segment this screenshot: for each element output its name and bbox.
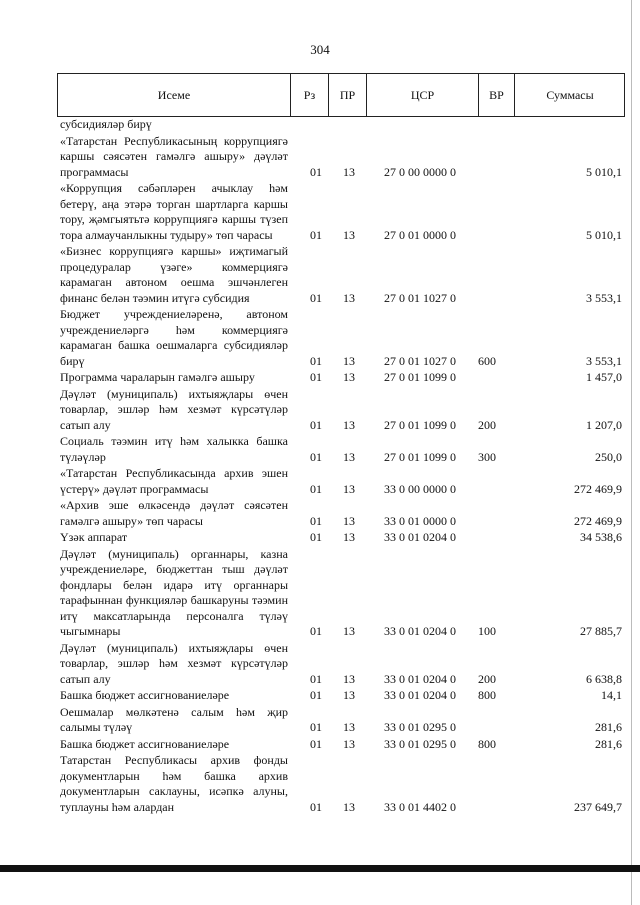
row-pr: 13 — [343, 513, 355, 528]
header-csr: ЦСР — [410, 88, 435, 102]
row-name: Дәүләт (муниципаль) органнары, казна учреждениеләре, бюджеттан тыш дәүләт фондлары белән идарә итү органнары тарафыннан функцияләр башкаруны тәэмин итү максатларында персоналга түләү чыгымнары — [60, 546, 288, 638]
row-csr: 33 0 01 0000 0 — [384, 513, 456, 528]
row-csr: 27 0 01 1027 0 — [384, 353, 456, 368]
row-pr: 13 — [343, 671, 355, 686]
header-rz: Рз — [303, 88, 316, 102]
row-rz: 01 — [310, 227, 322, 242]
row-csr: 33 0 01 0204 0 — [384, 624, 456, 638]
row-csr: 33 0 01 4402 0 — [384, 799, 456, 814]
row-sum: 1 207,0 — [586, 417, 622, 432]
table-row — [57, 134, 625, 181]
header-sum: Суммасы — [546, 88, 594, 102]
row-rz: 01 — [310, 799, 322, 814]
row-vr: 800 — [478, 688, 496, 702]
row-name: Оешмалар мөлкәтенә салым һәм җир салымы түләү — [60, 704, 288, 734]
row-name: «Татарстан Республикасының коррупциягә каршы сәясәтен гамәлгә ашыру» дәүләт программасы — [60, 133, 288, 179]
row-sum: 250,0 — [595, 449, 622, 464]
row-sum: 272 469,9 — [574, 481, 622, 496]
row-rz: 01 — [310, 449, 322, 464]
row-name: Татарстан Республикасы архив фонды документларын һәм башка архив документларын саклауны, исәпкә алуны, туплауны һәм алардан — [60, 753, 288, 814]
row-rz: 01 — [310, 688, 322, 702]
row-name: Башка бюджет ассигнованиеләре — [60, 736, 230, 751]
row-sum: 5 010,1 — [586, 227, 622, 242]
row-csr: 27 0 01 1027 0 — [384, 290, 456, 305]
row-pr: 13 — [343, 370, 355, 384]
row-csr: 27 0 01 1099 0 — [384, 370, 456, 384]
row-name: Социаль тәэмин итү һәм халыкка башка түләүләр — [60, 434, 288, 464]
page-edge-line — [631, 0, 632, 905]
page-number: 304 — [310, 42, 330, 57]
row-pr: 13 — [343, 720, 355, 734]
budget-table — [57, 73, 625, 816]
table-row — [57, 688, 625, 704]
table-header — [57, 73, 625, 117]
row-rz: 01 — [310, 671, 322, 686]
table-row — [57, 434, 625, 465]
row-csr: 33 0 01 0204 0 — [384, 671, 456, 686]
table-row — [57, 705, 625, 736]
row-pr: 13 — [343, 227, 355, 242]
row-pr: 13 — [343, 164, 355, 179]
row-rz: 01 — [310, 720, 322, 734]
row-vr: 200 — [478, 417, 496, 432]
row-sum: 14,1 — [601, 688, 622, 702]
table-row — [57, 737, 625, 753]
table-row — [57, 117, 625, 133]
row-pr: 13 — [343, 290, 355, 305]
row-sum: 281,6 — [595, 736, 622, 751]
row-rz: 01 — [310, 736, 322, 751]
row-sum: 6 638,8 — [586, 671, 622, 686]
row-vr: 800 — [478, 736, 496, 751]
row-name: Дәүләт (муниципаль) ихтыяҗлары өчен товарлар, эшләр һәм хезмәт күрсәтүләр сатып алу — [60, 640, 288, 686]
row-rz: 01 — [310, 481, 322, 496]
row-pr: 13 — [343, 449, 355, 464]
row-sum: 27 885,7 — [580, 624, 622, 638]
row-pr: 13 — [343, 799, 355, 814]
row-name: Программа чараларын гамәлгә ашыру — [60, 370, 255, 384]
row-csr: 27 0 01 0000 0 — [384, 227, 456, 242]
row-sum: 272 469,9 — [574, 513, 622, 528]
row-vr: 300 — [478, 449, 496, 464]
row-sum: 281,6 — [595, 720, 622, 734]
row-name: «Архив эше өлкәсендә дәүләт сәясәтен гамәлгә ашыру» төп чарасы — [60, 498, 288, 528]
row-pr: 13 — [343, 530, 355, 544]
header-vr: ВР — [489, 88, 504, 102]
table-row — [57, 530, 625, 546]
row-rz: 01 — [310, 164, 322, 179]
row-rz: 01 — [310, 353, 322, 368]
table-row — [57, 244, 625, 306]
row-sum: 237 649,7 — [574, 799, 622, 814]
header-name: Исеме — [157, 88, 191, 102]
row-vr: 200 — [478, 671, 496, 686]
table-row — [57, 181, 625, 243]
row-name: «Татарстан Республикасында архив эшен үстерү» дәүләт программасы — [60, 466, 288, 496]
row-csr: 27 0 01 1099 0 — [384, 449, 456, 464]
row-pr: 13 — [343, 481, 355, 496]
row-csr: 33 0 01 0204 0 — [384, 530, 456, 544]
row-sum: 34 538,6 — [580, 530, 622, 544]
row-rz: 01 — [310, 417, 322, 432]
row-csr: 27 0 01 1099 0 — [384, 417, 456, 432]
table-row — [57, 498, 625, 529]
table-row — [57, 307, 625, 369]
table-row — [57, 466, 625, 497]
row-sum: 5 010,1 — [586, 164, 622, 179]
row-csr: 33 0 01 0295 0 — [384, 736, 456, 751]
row-rz: 01 — [310, 624, 322, 638]
scan-bottom-bar — [0, 865, 640, 872]
table-row — [57, 370, 625, 386]
header-pr: ПР — [339, 88, 356, 102]
row-rz: 01 — [310, 370, 322, 384]
row-name: Башка бюджет ассигнованиеләре — [60, 688, 230, 702]
row-pr: 13 — [343, 624, 355, 638]
row-sum: 3 553,1 — [586, 353, 622, 368]
row-rz: 01 — [310, 513, 322, 528]
row-name: «Коррупция сәбәпләрен ачыклау һәм бетерү, аңа этәрә торган шартларга каршы тору, җәмгыятьтә коррупциягә каршы түзеп тора алмаучанлыкны тудыру» төп чарасы — [60, 181, 288, 242]
row-pr: 13 — [343, 417, 355, 432]
row-name: Бюджет учреждениеләренә, автоном учреждениеләргә һәм коммерциягә карамаган башка оешмаларга субсидияләр бирү — [60, 307, 288, 368]
row-name: Дәүләт (муниципаль) ихтыяҗлары өчен товарлар, эшләр һәм хезмәт күрсәтүләр сатып алу — [60, 386, 288, 432]
row-csr: 33 0 01 0295 0 — [384, 720, 456, 734]
row-rz: 01 — [310, 530, 322, 544]
row-name: «Бизнес коррупциягә каршы» иҗтимагый процедуралар үзәге» коммерциягә карамаган автоном оешма эшчәнлеген финанс белән тәэмин итүгә субсидия — [60, 244, 288, 305]
table-row — [57, 753, 625, 815]
row-vr: 600 — [478, 353, 496, 368]
row-name: Үзәк аппарат — [60, 530, 128, 544]
row-csr: 27 0 00 0000 0 — [384, 164, 456, 179]
row-sum: 1 457,0 — [586, 370, 622, 384]
row-csr: 33 0 00 0000 0 — [384, 481, 456, 496]
table-row — [57, 547, 625, 640]
row-pr: 13 — [343, 736, 355, 751]
row-vr: 100 — [478, 624, 496, 638]
row-csr: 33 0 01 0204 0 — [384, 688, 456, 702]
row-pr: 13 — [343, 688, 355, 702]
table-row — [57, 641, 625, 688]
row-sum: 3 553,1 — [586, 290, 622, 305]
row-pr: 13 — [343, 353, 355, 368]
table-body — [57, 117, 625, 815]
row-name: субсидияләр бирү — [60, 117, 152, 131]
table-row — [57, 387, 625, 434]
row-rz: 01 — [310, 290, 322, 305]
